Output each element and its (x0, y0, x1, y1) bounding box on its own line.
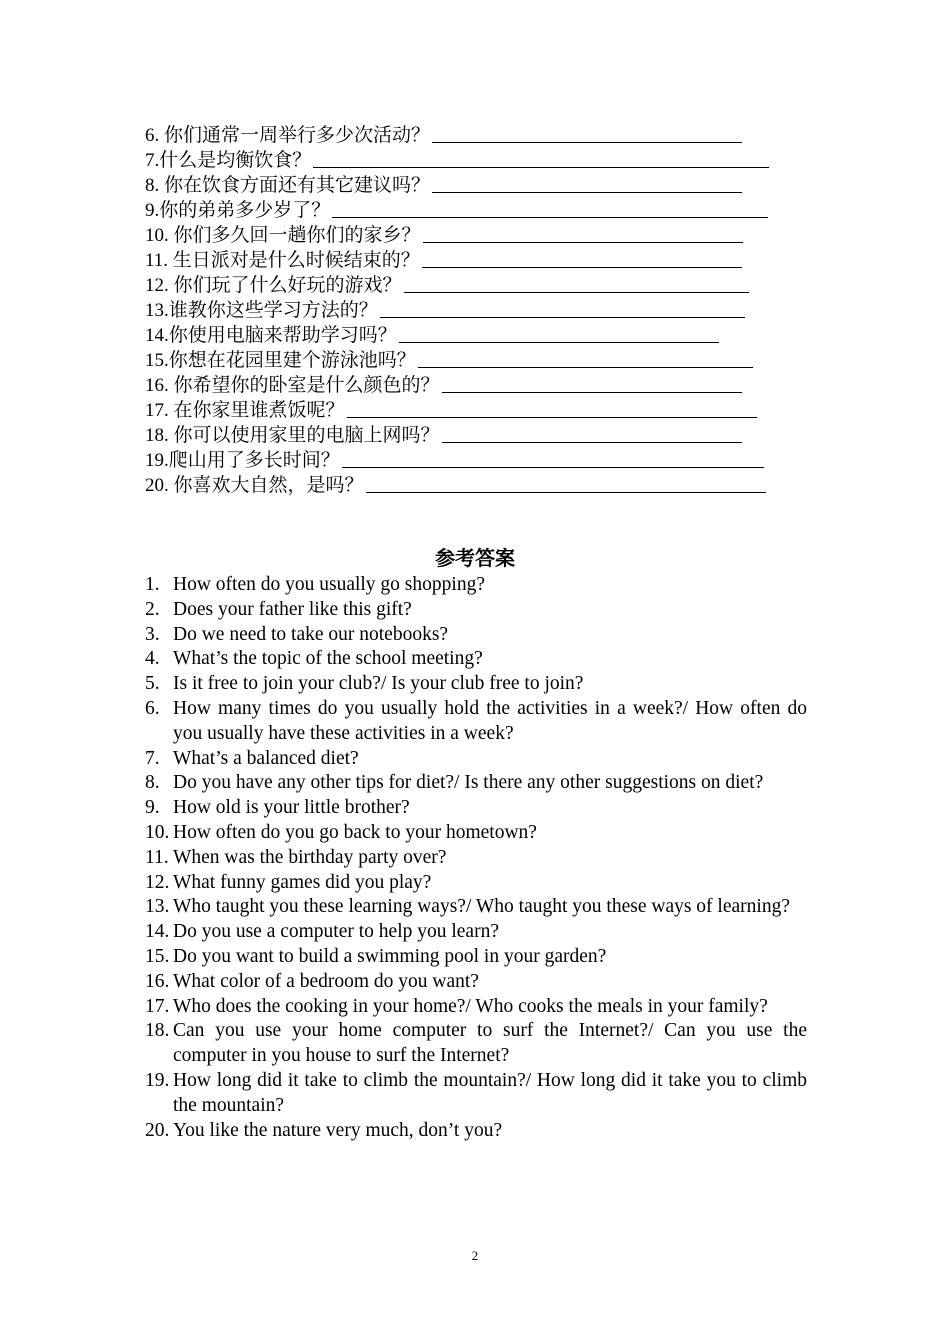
answer-item (145, 623, 807, 648)
answer-number: 2. (145, 598, 160, 620)
answer-text: How old is your little brother? (173, 797, 410, 819)
answer-number: 3. (145, 623, 160, 645)
answer-text: What color of a bedroom do you want? (173, 970, 479, 992)
answer-text: You like the nature very much, don’t you? (173, 1119, 503, 1141)
answer-number: 7. (145, 747, 160, 769)
answer-text: Does your father like this gift? (173, 598, 412, 620)
answer-blank[interactable] (418, 348, 753, 368)
question-row (145, 373, 810, 398)
answer-blank[interactable] (380, 298, 745, 318)
answer-text: Do we need to take our notebooks? (173, 623, 449, 645)
answer-item (145, 647, 807, 672)
question-row (145, 223, 810, 248)
answer-item (145, 598, 807, 623)
answer-text: Is it free to join your club?/ Is your club free to join? (173, 673, 584, 695)
question-row (145, 148, 810, 173)
answer-text: What’s the topic of the school meeting? (173, 648, 483, 670)
answer-text: How many times do you usually hold the activities in a week?/ How often do you usually have these activities in a week? (173, 697, 807, 744)
answer-blank[interactable] (423, 223, 743, 243)
page-number: 2 (471, 1248, 479, 1263)
question-row (145, 198, 810, 223)
answer-text: Do you use a computer to help you learn? (173, 921, 499, 943)
question-row (145, 448, 810, 473)
answer-number: 19. (145, 1069, 170, 1091)
answer-blank[interactable] (347, 398, 757, 418)
answer-text: How often do you usually go shopping? (173, 574, 485, 595)
answer-blank[interactable] (366, 473, 766, 493)
answer-item (145, 846, 807, 871)
question-text: 19.爬山用了多长时间？ (145, 450, 340, 471)
answer-text: Do you want to build a swimming pool in your garden? (173, 945, 607, 967)
answer-item (145, 895, 807, 920)
question-text: 8. 你在饮食方面还有其它建议吗？ (145, 175, 431, 196)
answer-item (145, 1119, 807, 1144)
answer-number: 16. (145, 970, 170, 992)
answer-number: 6. (145, 697, 160, 719)
question-row (145, 348, 810, 373)
question-text: 13.谁教你这些学习方法的？ (145, 300, 378, 321)
question-row (145, 423, 810, 448)
question-text: 9.你的弟弟多少岁了？ (145, 200, 331, 221)
answer-number: 20. (145, 1119, 170, 1141)
question-text: 6. 你们通常一周举行多少次活动？ (145, 125, 431, 146)
question-text: 7.什么是均衡饮食？ (145, 150, 312, 171)
answer-blank[interactable] (332, 198, 768, 218)
answer-text: Who does the cooking in your home?/ Who cooks the meals in your family? (173, 995, 768, 1017)
answer-item (145, 970, 807, 995)
question-row (145, 173, 810, 198)
answer-text: Who taught you these learning ways?/ Who taught you these ways of learning? (173, 896, 790, 918)
answer-blank[interactable] (404, 273, 749, 293)
answer-number: 8. (145, 772, 160, 794)
question-row (145, 298, 810, 323)
answer-item (145, 1069, 807, 1119)
answer-item (145, 871, 807, 896)
answer-blank[interactable] (399, 323, 719, 343)
answer-number: 9. (145, 797, 160, 819)
answer-list (145, 573, 807, 1143)
question-row (145, 323, 810, 348)
question-row (145, 248, 810, 273)
answer-item (145, 1019, 807, 1069)
answer-text: How often do you go back to your hometown? (173, 821, 537, 843)
answer-number: 1. (145, 574, 160, 595)
answers-title: 参考答案 (435, 548, 515, 570)
answer-text: How long did it take to climb the mountain?/ How long did it take you to climb the mountain? (173, 1069, 807, 1116)
answer-item (145, 771, 807, 796)
question-text: 17. 在你家里谁煮饭呢？ (145, 400, 345, 421)
answer-number: 10. (145, 821, 170, 843)
answer-number: 14. (145, 921, 170, 943)
answer-number: 17. (145, 995, 170, 1017)
answer-number: 11. (145, 846, 169, 868)
answer-blank[interactable] (313, 148, 769, 168)
answer-blank[interactable] (442, 373, 742, 393)
answer-item (145, 796, 807, 821)
answer-text: What’s a balanced diet? (173, 747, 359, 769)
answer-text: Do you have any other tips for diet?/ Is there any other suggestions on diet? (173, 772, 764, 794)
question-text: 12. 你们玩了什么好玩的游戏？ (145, 275, 402, 296)
answer-blank[interactable] (432, 173, 742, 193)
question-text: 14.你使用电脑来帮助学习吗？ (145, 325, 397, 346)
answer-number: 4. (145, 648, 160, 670)
answer-text: Can you use your home computer to surf the Internet?/ Can you use the computer in you house to surf the Internet? (173, 1020, 807, 1067)
question-text: 18. 你可以使用家里的电脑上网吗？ (145, 425, 440, 446)
answer-item (145, 672, 807, 697)
answer-item (145, 697, 807, 747)
answer-text: What funny games did you play? (173, 871, 432, 893)
question-text: 10. 你们多久回一趟你们的家乡？ (145, 225, 421, 246)
answer-blank[interactable] (432, 123, 742, 143)
answer-item (145, 747, 807, 772)
answer-item (145, 573, 807, 598)
answer-text: When was the birthday party over? (173, 846, 447, 868)
answer-number: 15. (145, 945, 170, 967)
answer-item (145, 995, 807, 1020)
question-row (145, 473, 810, 498)
answer-item (145, 920, 807, 945)
answer-blank[interactable] (422, 248, 742, 268)
question-list (145, 123, 810, 498)
answer-item (145, 821, 807, 846)
answer-number: 18. (145, 1020, 170, 1042)
answer-blank[interactable] (442, 423, 742, 443)
question-row (145, 398, 810, 423)
question-text: 11. 生日派对是什么时候结束的？ (145, 250, 420, 271)
answer-number: 12. (145, 871, 170, 893)
answer-number: 5. (145, 673, 160, 695)
question-text: 20. 你喜欢大自然，是吗？ (145, 475, 364, 496)
question-text: 16. 你希望你的卧室是什么颜色的？ (145, 375, 440, 396)
answer-item (145, 945, 807, 970)
question-row (145, 123, 810, 148)
answer-blank[interactable] (342, 448, 764, 468)
question-text: 15.你想在花园里建个游泳池吗？ (145, 350, 416, 371)
question-row (145, 273, 810, 298)
answer-number: 13. (145, 896, 170, 918)
